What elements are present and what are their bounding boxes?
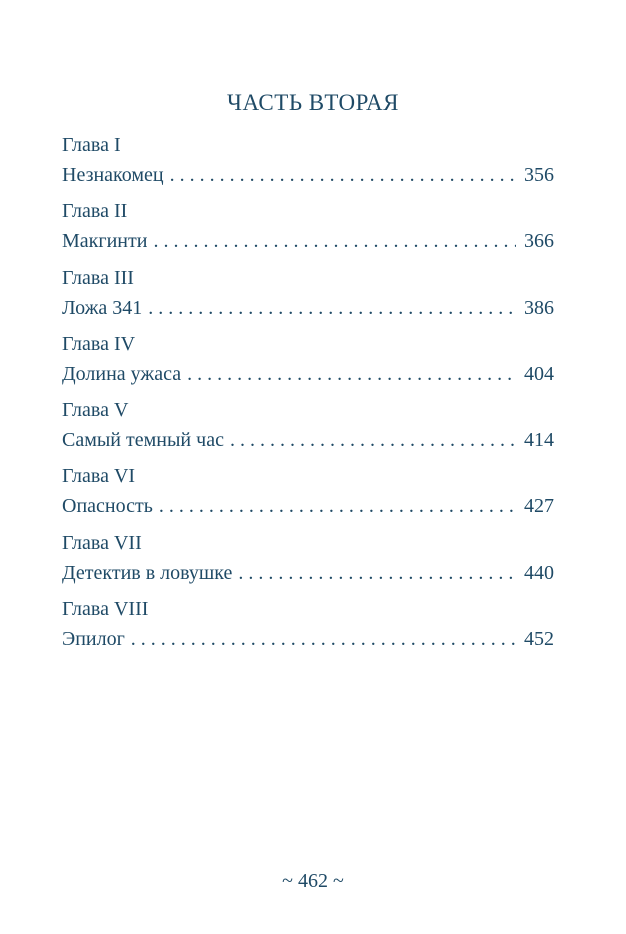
dot-leader (230, 425, 516, 455)
chapter-page-number: 366 (524, 230, 554, 253)
chapter-page-number: 386 (524, 296, 554, 319)
dot-leader (148, 293, 516, 323)
chapter-label: Глава IV (62, 332, 136, 355)
chapter-label: Глава V (62, 399, 129, 422)
chapter-line (62, 359, 554, 389)
chapter-title: Макгинти (62, 230, 148, 253)
page-number-footer: ~ 462 ~ (282, 870, 344, 892)
chapter-label: Глава I (62, 134, 121, 156)
chapter-label: Глава VI (62, 465, 136, 488)
toc-entry (62, 130, 554, 196)
chapter-line (62, 293, 554, 323)
chapter-line (62, 624, 554, 654)
chapter-title: Долина ужаса (62, 362, 182, 385)
chapter-line (62, 226, 554, 256)
chapter-label: Глава II (62, 200, 128, 223)
dot-leader (131, 624, 516, 654)
chapter-title: Незнакомец (62, 164, 164, 186)
table-of-contents (62, 130, 554, 660)
chapter-title: Ложа 341 (62, 296, 143, 319)
chapter-line (62, 425, 554, 455)
toc-entry (62, 528, 554, 594)
toc-entry (62, 594, 554, 660)
dot-leader (187, 359, 516, 389)
chapter-title: Эпилог (62, 628, 125, 651)
chapter-label: Глава III (62, 266, 134, 289)
chapter-label: Глава VII (62, 531, 142, 554)
chapter-title: Самый темный час (62, 429, 224, 452)
chapter-page-number: 440 (524, 561, 554, 584)
chapter-line (62, 558, 554, 588)
toc-entry (62, 263, 554, 329)
dot-leader (153, 226, 516, 256)
toc-entry (62, 196, 554, 262)
chapter-page-number: 356 (524, 164, 554, 186)
chapter-title: Опасность (62, 495, 153, 518)
dot-leader (238, 558, 516, 588)
toc-entry (62, 461, 554, 527)
toc-entry (62, 395, 554, 461)
chapter-line (62, 491, 554, 521)
chapter-page-number: 427 (524, 495, 554, 518)
chapter-label: Глава VIII (62, 598, 149, 621)
chapter-page-number: 452 (524, 628, 554, 651)
part-title: ЧАСТЬ ВТОРАЯ (227, 90, 399, 115)
chapter-page-number: 404 (524, 362, 554, 385)
dot-leader (170, 160, 516, 190)
chapter-page-number: 414 (524, 429, 554, 452)
toc-entry (62, 329, 554, 395)
chapter-title: Детектив в ловушке (62, 561, 233, 584)
dot-leader (159, 491, 516, 521)
chapter-line (62, 160, 554, 190)
